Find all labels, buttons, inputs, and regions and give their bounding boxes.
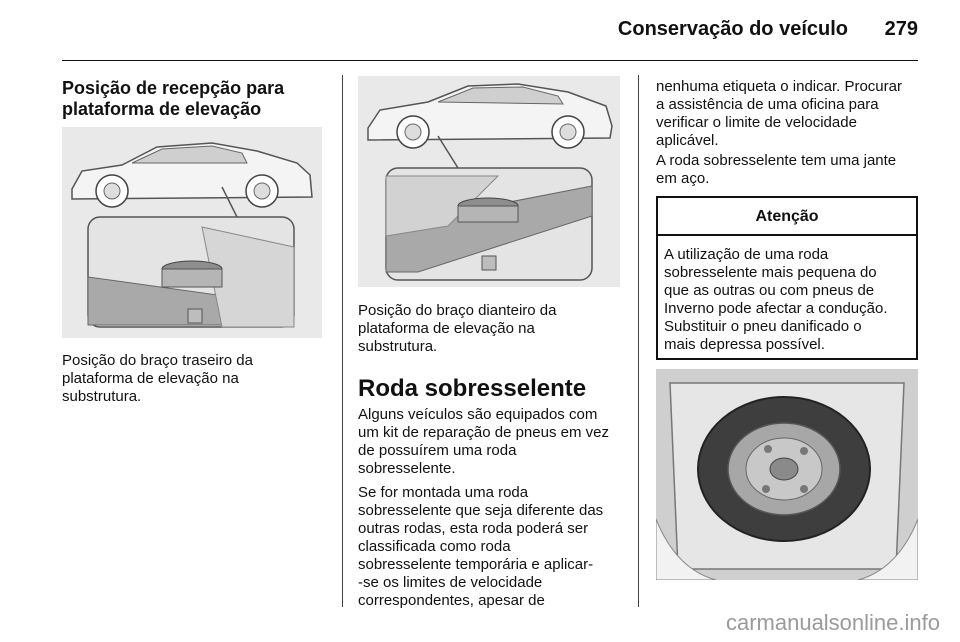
spare-wheel-icon — [656, 369, 918, 580]
header-rule — [62, 60, 918, 61]
watermark: carmanualsonline.info — [725, 610, 940, 635]
section-title-spare-wheel: Roda sobresselente — [358, 375, 587, 402]
caption-front-lift: Posição do braço dianteiro da plataforma de elevação na substrutura. — [358, 302, 557, 355]
column-divider-2 — [638, 75, 639, 607]
car-lift-icon — [62, 127, 322, 338]
paragraph-speed-limit: nenhuma etiqueta o indicar. Procurar a assistência de uma oficina para verificar o limite de velocidade aplicável. — [656, 78, 902, 149]
running-header-title: Conservação do veículo — [617, 18, 848, 40]
warning-title: Atenção — [755, 208, 819, 225]
warning-text: A utilização de uma roda sobresselente mais pequena do que as outras ou com pneus de Inverno pode afectar a condução. Substituir o pneu danificado o mais depressa possível. — [664, 246, 888, 353]
page-number: 279 — [884, 18, 918, 40]
section-heading-lift-points: Posição de recepção para plataforma de elevação — [62, 78, 285, 119]
warning-box — [656, 196, 918, 360]
paragraph-temporary-spare: Se for montada uma roda sobresselente que seja diferente das outras rodas, esta roda poderá ser classificada como roda sobresselente temporária e aplicar- -se os limites de velocidade correspondentes, apesar de — [358, 484, 604, 609]
spare-wheel-figure — [656, 369, 918, 580]
paragraph-steel-rim: A roda sobresselente tem uma jante em aço. — [656, 152, 897, 187]
paragraph-repair-kit: Alguns veículos são equipados com um kit de reparação de pneus em vez de possuírem uma roda sobresselente. — [358, 406, 609, 477]
caption-rear-lift: Posição do braço traseiro da plataforma de elevação na substrutura. — [62, 352, 253, 405]
rear-lift-point-figure — [62, 127, 322, 338]
car-lift-front-icon — [358, 76, 620, 287]
front-lift-point-figure — [358, 76, 620, 287]
column-divider-1 — [342, 75, 343, 607]
